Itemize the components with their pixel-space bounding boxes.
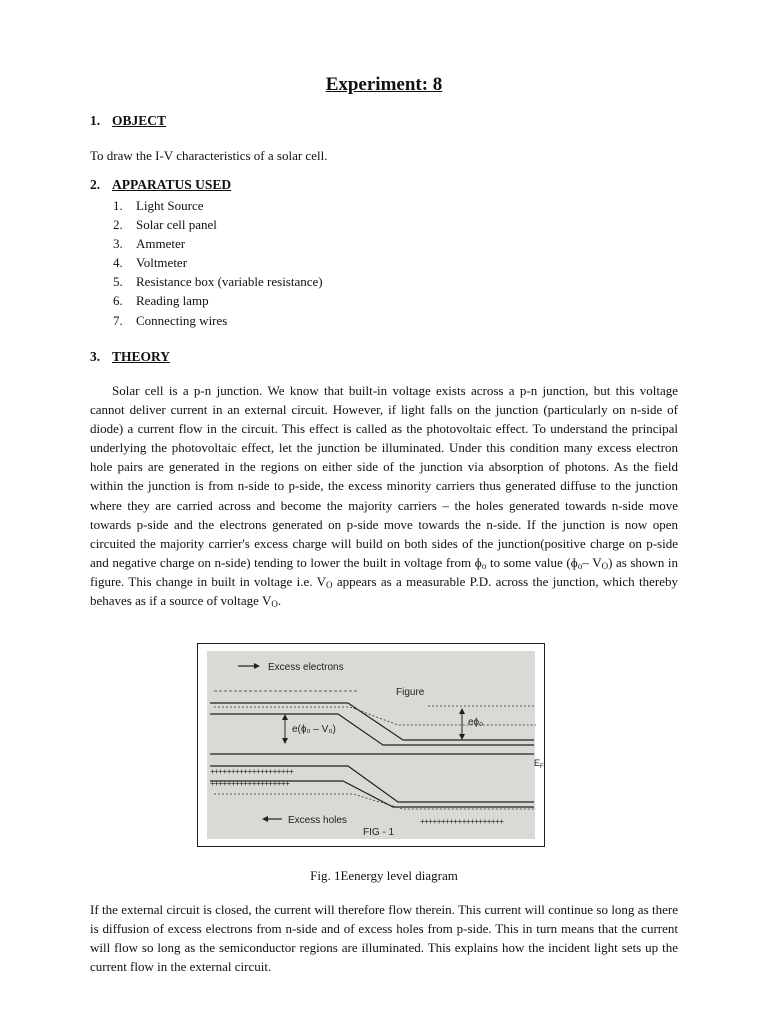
- closing-paragraph: If the external circuit is closed, the current will therefore flow therein. This current will continue so long as there is diffusion of excess electrons from n-side and of excess holes from p-side. This in turn means that the current will flow so long as the semiconductor regions are illuminated. This explains how the incident light sets up the current flow in the external circuit.: [90, 902, 678, 975]
- section-theory-heading: [90, 349, 170, 365]
- energy-level-diagram: [198, 644, 544, 846]
- list-item: 6. Reading lamp: [113, 293, 209, 309]
- list-item: 1. Light Source: [113, 198, 204, 213]
- section-number: 3.: [90, 349, 101, 364]
- energy-level-figure: [197, 643, 545, 847]
- fermi-label: E: [534, 758, 541, 768]
- apparatus-list: [113, 196, 323, 330]
- figure-caption: Fig. 1Eenergy level diagram: [310, 868, 458, 883]
- list-item: 7. Connecting wires: [113, 312, 228, 328]
- section-apparatus-heading: [90, 177, 231, 193]
- holes-row-2: +++++++++++++++++++: [210, 779, 290, 788]
- excess-holes-label: Excess holes: [288, 815, 347, 826]
- section-heading-text: OBJECT: [112, 113, 167, 128]
- figure-label: Figure: [396, 687, 425, 698]
- object-text: To draw the I-V characteristics of a solar cell.: [90, 148, 328, 163]
- section-heading-text: THEORY: [112, 349, 171, 364]
- list-item: 2. Solar cell panel: [113, 217, 217, 233]
- fermi-label-subscript: F: [540, 764, 544, 770]
- holes-row-right: ++++++++++++++++++++: [420, 817, 504, 826]
- theory-paragraph: Solar cell is a p-n junction. We know that built-in voltage exists across a p-n junction, but this voltage cannot deliver current in an external circuit. However, if light falls on the junction (particularly on n-side of diode) a current flow in the circuit. This effect is called as the photovoltaic effect. To understand the principal underlying the photovoltaic effect, let the junction be illuminated. Under this condition many excess electron hole pairs are generated in the regions on either side of the junction via absorption of photons. As the field within the junction is from n-side to p-side, the excess minority carriers thus generated diffuse to the junction where they are carried across and become the majority carriers – the holes generated towards n-side move towards p-side and the electrons generated on p-side move towards the n-side. If the junction is now open circuited the majority carrier's excess charge will build on both sides of the junction(positive charge on p-side and negative charge on n-side) tending to lower the built in voltage from ɸ$_o$ to some value (ɸ$_o$– $V_O$) as shown in figure. This change in built in voltage i.e. $V_O$ appears as a measurable P.D. across the junction, which thereby behaves as if a source of voltage $V_O$.: [90, 383, 678, 610]
- section-number: 2.: [90, 177, 101, 192]
- excess-electrons-label: Excess electrons: [268, 662, 344, 673]
- section-object-heading: [90, 113, 166, 129]
- list-item: 3. Ammeter: [113, 236, 186, 252]
- page-title: Experiment: 8: [325, 74, 443, 95]
- list-item: 4. Voltmeter: [113, 255, 188, 271]
- list-item: 5. Resistance box (variable resistance): [113, 274, 323, 290]
- section-number: 1.: [90, 113, 101, 128]
- fig-label: FIG - 1: [363, 827, 395, 838]
- holes-row-1: ++++++++++++++++++++: [210, 767, 294, 776]
- section-heading-text: APPARATUS USED: [112, 177, 232, 192]
- left-gap-label: e(ɸ₀ – V₀): [292, 724, 336, 735]
- right-gap-label: eɸ₀: [468, 717, 484, 728]
